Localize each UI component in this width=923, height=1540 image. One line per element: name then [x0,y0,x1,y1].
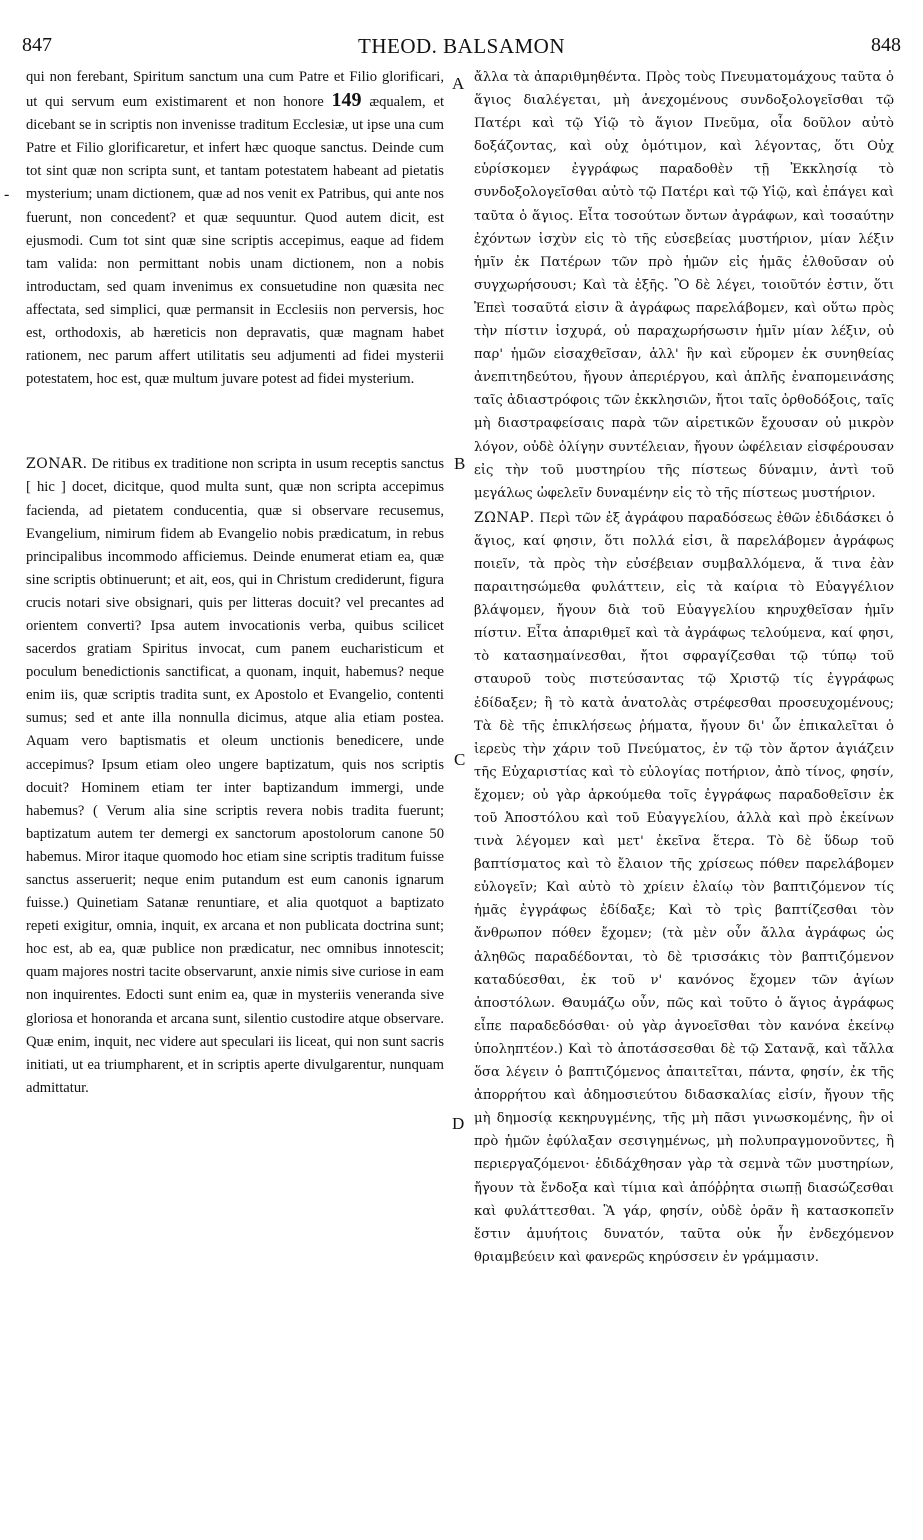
zonaras-label-latin: ZONAR. [26,456,88,473]
running-title: THEOD. BALSAMON [358,34,565,58]
greek-column [474,66,894,1269]
greek-paragraph-zonaras [474,507,894,1269]
latin-paragraph-zonaras [26,453,444,1100]
page-number-left: 847 [22,34,52,56]
latin-paragraph-balsamon [26,66,444,391]
zonaras-label-greek: ΖΩΝΑΡ. [474,509,535,526]
page-header [0,0,923,60]
margin-marker-c: C [454,750,466,769]
latin-text-part-a: qui non ferebant, Spiritum sanctum una cum Patre et Filio glorificari, ut qui servum eum existimarent et non honore [26,69,444,111]
latin-column [26,66,444,1100]
margin-marker-d: D [452,1114,465,1133]
margin-dash: - [4,186,10,203]
margin-marker-b: B [454,454,466,473]
latin-text-part-b: æqualem, et dicebant se in scriptis non invenisse traditum Ecclesiæ, ut ipse una cum Patre et Filio glorificaretur, et infert hæc quoque sanctus. Deinde cum tot sint quæ non scripta sunt, et tantam potestatem habeant ad pietatis mysterium; unam dictionem, quæ ad nos venit ex Patribus, qui ante nos fuerunt, non concedent? et quæ sequuntur. Quod autem dicit, est ejusmodi. Cum tot sint quæ sine scriptis accepimus, eaque ad fidem tam valida: non permittant nobis unam dictionem, non a nobis introductam, sed quam invenimus ex consuetudine non quæsita nec affectata, sed simplici, quæ permansit in Ecclesiis non perversis, hoc est, orthodoxis, ab hæreticis non depravatis, quæ magnam habet rationem, nec parum affert utilitatis seu adjumenti ad fidei mysterii potestatem, hoc est, quæ multum juvare potest ad fidei mysterium. [26,94,445,388]
column-number: 149 [331,89,362,112]
latin-zonaras-text: De ritibus ex traditione non scripta in usum receptis sanctus [ hic ] docet, dicitque, quod multa sunt, quæ non scripta accepimus facienda, ad pietatem conducentia, quæ si observare recusemus, Evangelium, nimirum fidem ab Evangelio nobis prædicatum, in rebus principalibus incommodo afficiemus. Deinde enumerat etiam ea, quæ sine scriptis obtinuerunt; et ait, eos, qui in Christum crediderunt, figura crucis notari sive obsignari, quis per litteras docuit? vel precantes ad orientem converti? Ipsa autem invocationis verba, quibus scilicet sacerdos gratiam Spiritus invocat, cum panem eucharisticum et poculum benedictionis sanctificat, a quonam, inquit, habemus? neque enim iis, quæ scriptis tradita sunt, ex Apostolo et Evangelio, contenti sumus; sed et ante illa nonnulla dicimus, atque alia etiam postea. Aquam vero baptismatis et oleum unctionis benedicere, unde accepimus? Ipsum etiam oleo ungere baptizatum, quis nos scriptis docuit? Hominem etiam ter inter baptizandum immergi, unde habemus? ( Verum alia sine scriptis revera nobis tradita fuerunt; baptizatum autem ter demergi ex sanctorum apostolorum canone 50 habemus. Miror itaque quomodo hoc etiam sine scriptis traditum fuisse sanctus asseruerit; neque enim putandum est eum canonis ignarum fuisse.) Quinetiam Satanæ renuntiare, et alia quotquot a baptizato repeti exigitur, omnia, inquit, ex arcana et non publicata doctrina sunt; hoc est, ab ea, quæ publice non prædicatur, nec omnibus innotescit; quam majores nostri tacite observarunt, anxie nimis sive curiose in eam non inquirentes. Edocti sunt enim ea, quæ in mysteriis veneranda sive gloriosa et honoranda et arcana sunt, silentio custodire atque observare. Quæ enim, inquit, nec videre aut speculari iis liceat, qui non sunt sacris initiati, ut ea triumpharent, et in scriptis aperte divulgarentur, nunquam admittatur. [26,456,444,1096]
greek-zonaras-text: Περὶ τῶν ἐξ ἀγράφου παραδόσεως ἐθῶν ἐδιδάσκει ὁ ἅγιος, καί φησιν, ὅτι πολλά εἰσι, ἃ παρελάβομεν ἀγράφως ποιεῖν, τὰ πρὸς τὴν εὐσέβειαν συμβαλλόμενα, ἅ τινα ἐὰν παραιτησώμεθα φυλάττειν, εἰς τὰ καίρια τὸ Εὐαγγέλιον βλάψομεν, ἤγουν διὰ τοῦ Εὐαγγελίου κηρυχθεῖσαν ἡμῖν πίστιν. Εἶτα ἀπαριθμεῖ καὶ τὰ ἀγράφως τελούμενα, καί φησι, τὸ κατασημαίνεσθαι, ἤτοι σφραγίζεσθαι τῷ τύπῳ τοῦ σταυροῦ τοὺς πιστεύσαντας τῷ Χριστῷ τίς ἐγγράφως ἐδίδαξεν; ἢ τὸ κατὰ ἀνατολὰς στρέφεσθαι προσευχομένους; Τὰ δὲ τῆς ἐπικλήσεως ῥήματα, ἤγουν δι' ὧν ἐπικαλεῖται ὁ ἱερεὺς τὴν χάριν τοῦ Πνεύματος, ἐν τῷ τὸν ἄρτον ἁγιάζειν τῆς Εὐχαριστίας καὶ τὸ εὐλογίας ποτήριον, ἀπὸ τίνος, φησίν, ἔχομεν; οὐ γὰρ ἀρκούμεθα τοῖς ἐγγράφως παραδοθεῖσιν ἐκ τοῦ Ἀποστόλου καὶ τοῦ Εὐαγγελίου, ἀλλὰ καὶ πρὸ ἐκείνων τινὰ λέγομεν καὶ μετ' ἐκεῖνα ἕτερα. Τὸ δὲ ὕδωρ τοῦ βαπτίσματος καὶ τὸ ἔλαιον τῆς χρίσεως πόθεν παρελάβομεν εὐλογεῖν; Καὶ αὐτὸ τὸ χρίειν ἐλαίῳ τὸν βαπτιζόμενον τίς ἡμᾶς ἐγγράφως ἐδίδαξε; Καὶ τὸ τρὶς βαπτίζεσθαι τὸν ἄνθρωπον πόθεν ἔχομεν; (τὰ μὲν οὖν ἄλλα ἀγράφως ὡς ἀληθῶς παραδέδονται, τὸ δὲ τρισσάκις τὸν βαπτιζόμενον καταδύεσθαι, ἐκ τοῦ ν' κανόνος ἔχομεν τῶν ἁγίων ἀποστόλων. Θαυμάζω οὖν, πῶς καὶ τοῦτο ὁ ἅγιος ἀγράφως εἶπε παραδεδόσθαι· οὐ γὰρ ἀγνοεῖσθαι τὸν κανόνα ἐκείνῳ ὑποληπτέον.) Καὶ τὸ ἀποτάσσεσθαι δὲ τῷ Σατανᾷ, καὶ τἄλλα ὅσα λέγειν ὁ βαπτιζόμενος ἀπαιτεῖται, πάντα, φησίν, ἐκ τῆς ἀπορρήτου καὶ ἀδημοσιεύτου διδασκαλίας εἰσίν, ἤγουν τῆς μὴ δημοσίᾳ κεκηρυγμένης, τῆς μὴ πᾶσι γινωσκομένης, ἣν οἱ πρὸ ἡμῶν ἐφύλαξαν σεσιγημένως, μὴ πολυπραγμονοῦντες, ἢ περιεργαζόμενοι· ἐδιδάχθησαν γὰρ τὰ σεμνὰ τῶν μυστηρίων, ἤγουν τὰ ἔνδοξα καὶ τίμια καὶ ἀπόῤῥητα σιωπῇ διασώζεσθαι καὶ φυλάττεσθαι. Ἃ γάρ, φησίν, οὐδὲ ὁρᾶν ἢ κατασκοπεῖν ἔστιν ἀμυήτοις δυνατόν, ταῦτα οὐκ ἦν ἐνδεχόμενον θριαμβεύειν καὶ φανερῶς κηρύσσειν ἐν γράμμασιν. [474,510,894,1265]
page-number-right: 848 [871,34,901,56]
greek-paragraph-balsamon: ἄλλα τὰ ἀπαριθμηθέντα. Πρὸς τοὺς Πνευματομάχους ταῦτα ὁ ἅγιος διαλέγεται, μὴ ἀνεχομένους συνδοξολογεῖσθαι τῷ Πατέρι καὶ τῷ Υἱῷ τὸ ἅγιον Πνεῦμα, οἷα δοῦλον αὐτὸ δοξάζοντας, καὶ οὐχ ὁμότιμον, καὶ λέγοντας, ὅτι Οὐχ εὑρίσκομεν ἐγγράφως παραδοθὲν τῇ Ἐκκλησίᾳ τὸ συνδοξολογεῖσθαι αὐτὸ τῷ Πατέρι καὶ τῷ Υἱῷ, καὶ ἐπάγει καὶ ταῦτα ὁ ἅγιος. Εἶτα τοσούτων ὄντων ἀγράφων, καὶ τοσαύτην ἐχόντων ἰσχὺν εἰς τὸ τῆς εὐσεβείας μυστήριον, μίαν λέξιν ἡμῖν ἐκ Πατέρων τῶν πρὸ ἡμῶν εἰς ἡμᾶς ἐλθοῦσαν οὐ συγχωρήσουσι; Καὶ τὰ ἑξῆς. Ὃ δὲ λέγει, τοιοῦτόν ἐστιν, ὅτι Ἐπεὶ τοσαῦτά εἰσιν ἃ ἀγράφως παρελάβομεν, καὶ οὕτω πρὸς τὴν πίστιν ἰσχυρά, οὐ παραχωρήσωσιν ἡμῖν μίαν λέξιν, οὐ παρ' ἡμῶν εἰσαχθεῖσαν, ἀλλ' ἣν καὶ εὕρομεν ἐκ συνηθείας ἀνεπιτηδεύτου, ἤγουν ἀπεριέργου, καὶ ἁπλῆς ἐναπομεινάσης ταῖς ἀδιαστρόφοις τῶν ἐκκλησιῶν, ἤτοι ταῖς ὀρθοδόξοις, ταῖς μὴ διαστραφείσαις παρὰ τῶν αἱρετικῶν ἔχουσαν οὐ μικρὸν λόγον, οὐδὲ ὀλίγην συντέλειαν, ἤγουν ὠφέλειαν εἰσφέρουσαν εἰς τὴν τοῦ μυστηρίου τῆς πίστεως δύναμιν, ἀντὶ τοῦ μεγάλως ὠφελεῖν δυναμένην εἰς τὸ τῆς πίστεως μυστήριον. [474,70,894,501]
margin-marker-a: A [452,74,465,93]
